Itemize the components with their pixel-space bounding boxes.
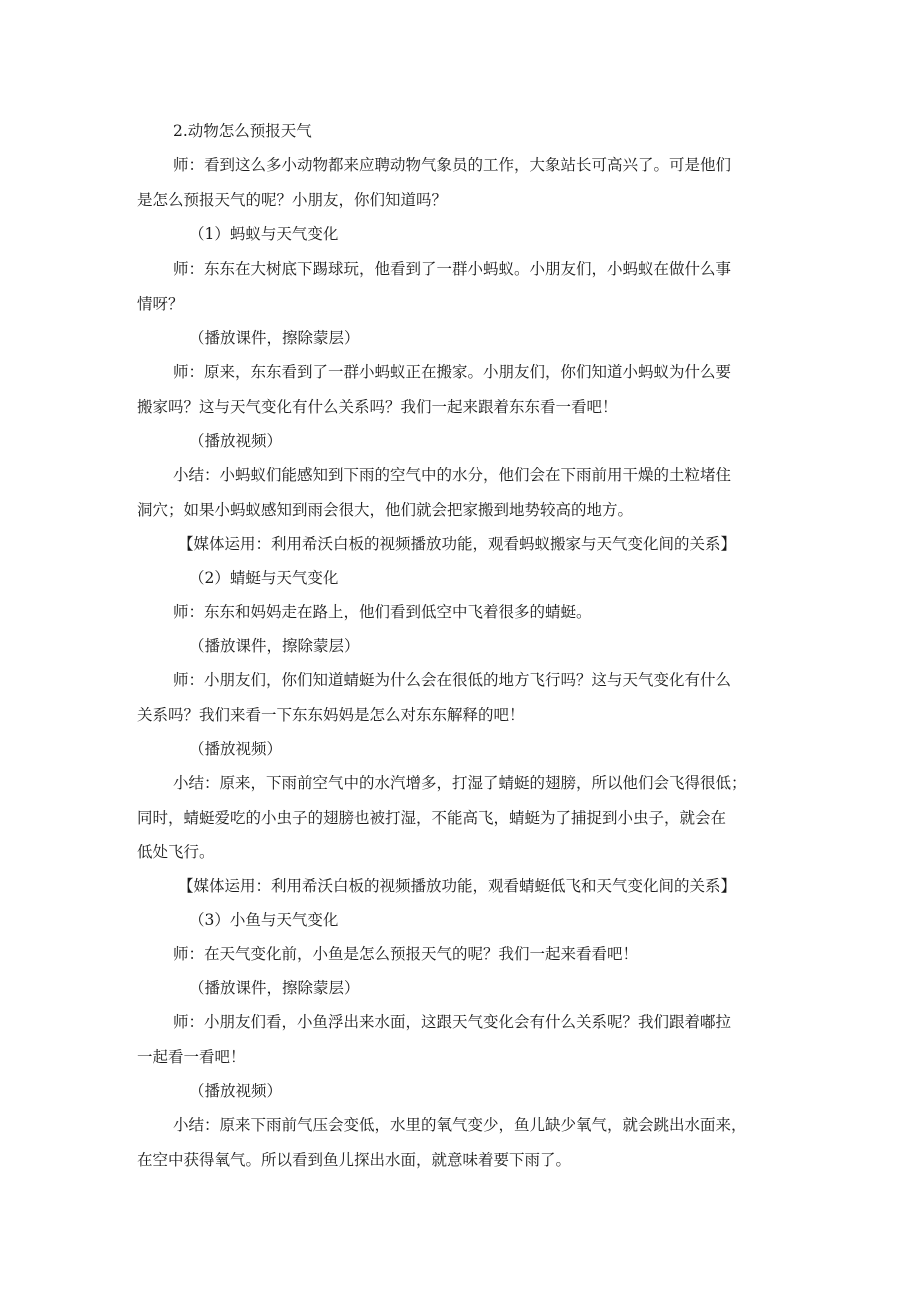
fish-summary-line-1: 小结：原来下雨前气压会变低，水里的氧气变少，鱼儿缺少氧气，就会跳出水面来， <box>173 1116 747 1134</box>
dragonfly-summary-paragraph <box>137 766 785 870</box>
ant-courseware-text: （播放课件，擦除蒙层） <box>189 329 360 347</box>
fish-courseware-note <box>137 971 785 1006</box>
fish-title-text: （3）小鱼与天气变化 <box>189 911 339 929</box>
ant-teacher-paragraph-1 <box>137 252 785 321</box>
fish-teacher-paragraph-2 <box>137 1005 785 1074</box>
dragonfly-summary-line-2: 同时，蜻蜓爱吃的小虫子的翅膀也被打湿，不能高飞，蜻蜓为了捕捉到小虫子，就会在 <box>137 808 727 827</box>
ant-teacher1-line-1: 师：东东在大树底下踢球玩，他看到了一群小蚂蚁。小朋友们，小蚂蚁在做什么事 <box>173 260 732 278</box>
dragonfly-media-note <box>178 869 798 904</box>
intro-paragraph <box>137 148 785 217</box>
dragonfly-teacher1-text: 师：东东和妈妈走在路上，他们看到低空中飞着很多的蜻蜓。 <box>173 603 592 621</box>
fish-teacher2-line-2: 一起看一看吧！ <box>137 1047 246 1066</box>
fish-section-title <box>137 903 785 938</box>
ant-video-text: （播放视频） <box>189 432 283 450</box>
dragonfly-courseware-note <box>137 629 785 664</box>
ant-media-note <box>178 527 798 562</box>
ant-summary-line-1: 小结：小蚂蚁们能感知到下雨的空气中的水分，他们会在下雨前用干燥的土粒堵住 <box>173 466 732 484</box>
fish-summary-paragraph <box>137 1108 785 1177</box>
dragonfly-teacher-paragraph-2 <box>137 663 785 732</box>
intro-line-2: 是怎么预报天气的呢？小朋友，你们知道吗？ <box>137 190 448 209</box>
ant-teacher-paragraph-2 <box>137 355 785 424</box>
ant-title-text: （1）蚂蚁与天气变化 <box>189 225 339 243</box>
section-heading <box>137 114 821 149</box>
fish-video-text: （播放视频） <box>189 1082 283 1100</box>
dragonfly-section-title <box>137 561 785 596</box>
dragonfly-summary-line-3: 低处飞行。 <box>137 843 215 861</box>
fish-teacher2-line-1: 师：小朋友们看，小鱼浮出来水面，这跟天气变化会有什么关系呢？我们跟着嘟拉 <box>173 1013 732 1031</box>
dragonfly-teacher2-line-2: 关系吗？我们来看一下东东妈妈是怎么对东东解释的吧！ <box>137 705 525 724</box>
heading-text: 2.动物怎么预报天气 <box>173 122 312 140</box>
ant-video-note <box>137 424 785 459</box>
fish-teacher-paragraph-1 <box>137 937 785 972</box>
ant-summary-line-2: 洞穴；如果小蚂蚁感知到雨会很大，他们就会把家搬到地势较高的地方。 <box>137 500 634 519</box>
fish-summary-line-2: 在空中获得氧气。所以看到鱼儿探出水面，就意味着要下雨了。 <box>137 1150 572 1169</box>
dragonfly-title-text: （2）蜻蜓与天气变化 <box>189 569 339 587</box>
ant-media-text: 【媒体运用：利用希沃白板的视频播放功能，观看蚂蚁搬家与天气变化间的关系】 <box>178 535 737 553</box>
dragonfly-teacher-paragraph-1 <box>137 595 785 630</box>
ant-teacher2-line-2: 搬家吗？这与天气变化有什么关系吗？我们一起来跟着东东看一看吧！ <box>137 397 618 416</box>
dragonfly-video-text: （播放视频） <box>189 740 283 758</box>
ant-summary-paragraph <box>137 458 785 527</box>
ant-section-title <box>137 217 785 252</box>
fish-courseware-text: （播放课件，擦除蒙层） <box>189 979 360 997</box>
intro-line-1: 师：看到这么多小动物都来应聘动物气象员的工作，大象站长可高兴了。可是他们 <box>173 156 732 174</box>
dragonfly-summary-line-1: 小结：原来，下雨前空气中的水汽增多，打湿了蜻蜓的翅膀，所以他们会飞得很低； <box>173 774 747 792</box>
ant-teacher2-line-1: 师：原来，东东看到了一群小蚂蚁正在搬家。小朋友们，你们知道小蚂蚁为什么要 <box>173 363 732 381</box>
dragonfly-video-note <box>137 732 785 767</box>
ant-teacher1-line-2: 情呀？ <box>137 294 184 313</box>
dragonfly-teacher2-line-1: 师：小朋友们，你们知道蜻蜓为什么会在很低的地方飞行吗？这与天气变化有什么 <box>173 671 732 689</box>
dragonfly-media-text: 【媒体运用：利用希沃白板的视频播放功能，观看蜻蜓低飞和天气变化间的关系】 <box>178 877 737 895</box>
ant-courseware-note <box>137 321 785 356</box>
dragonfly-courseware-text: （播放课件，擦除蒙层） <box>189 637 360 655</box>
fish-teacher1-text: 师：在天气变化前，小鱼是怎么预报天气的呢？我们一起来看看吧！ <box>173 945 639 963</box>
fish-video-note <box>137 1074 785 1109</box>
